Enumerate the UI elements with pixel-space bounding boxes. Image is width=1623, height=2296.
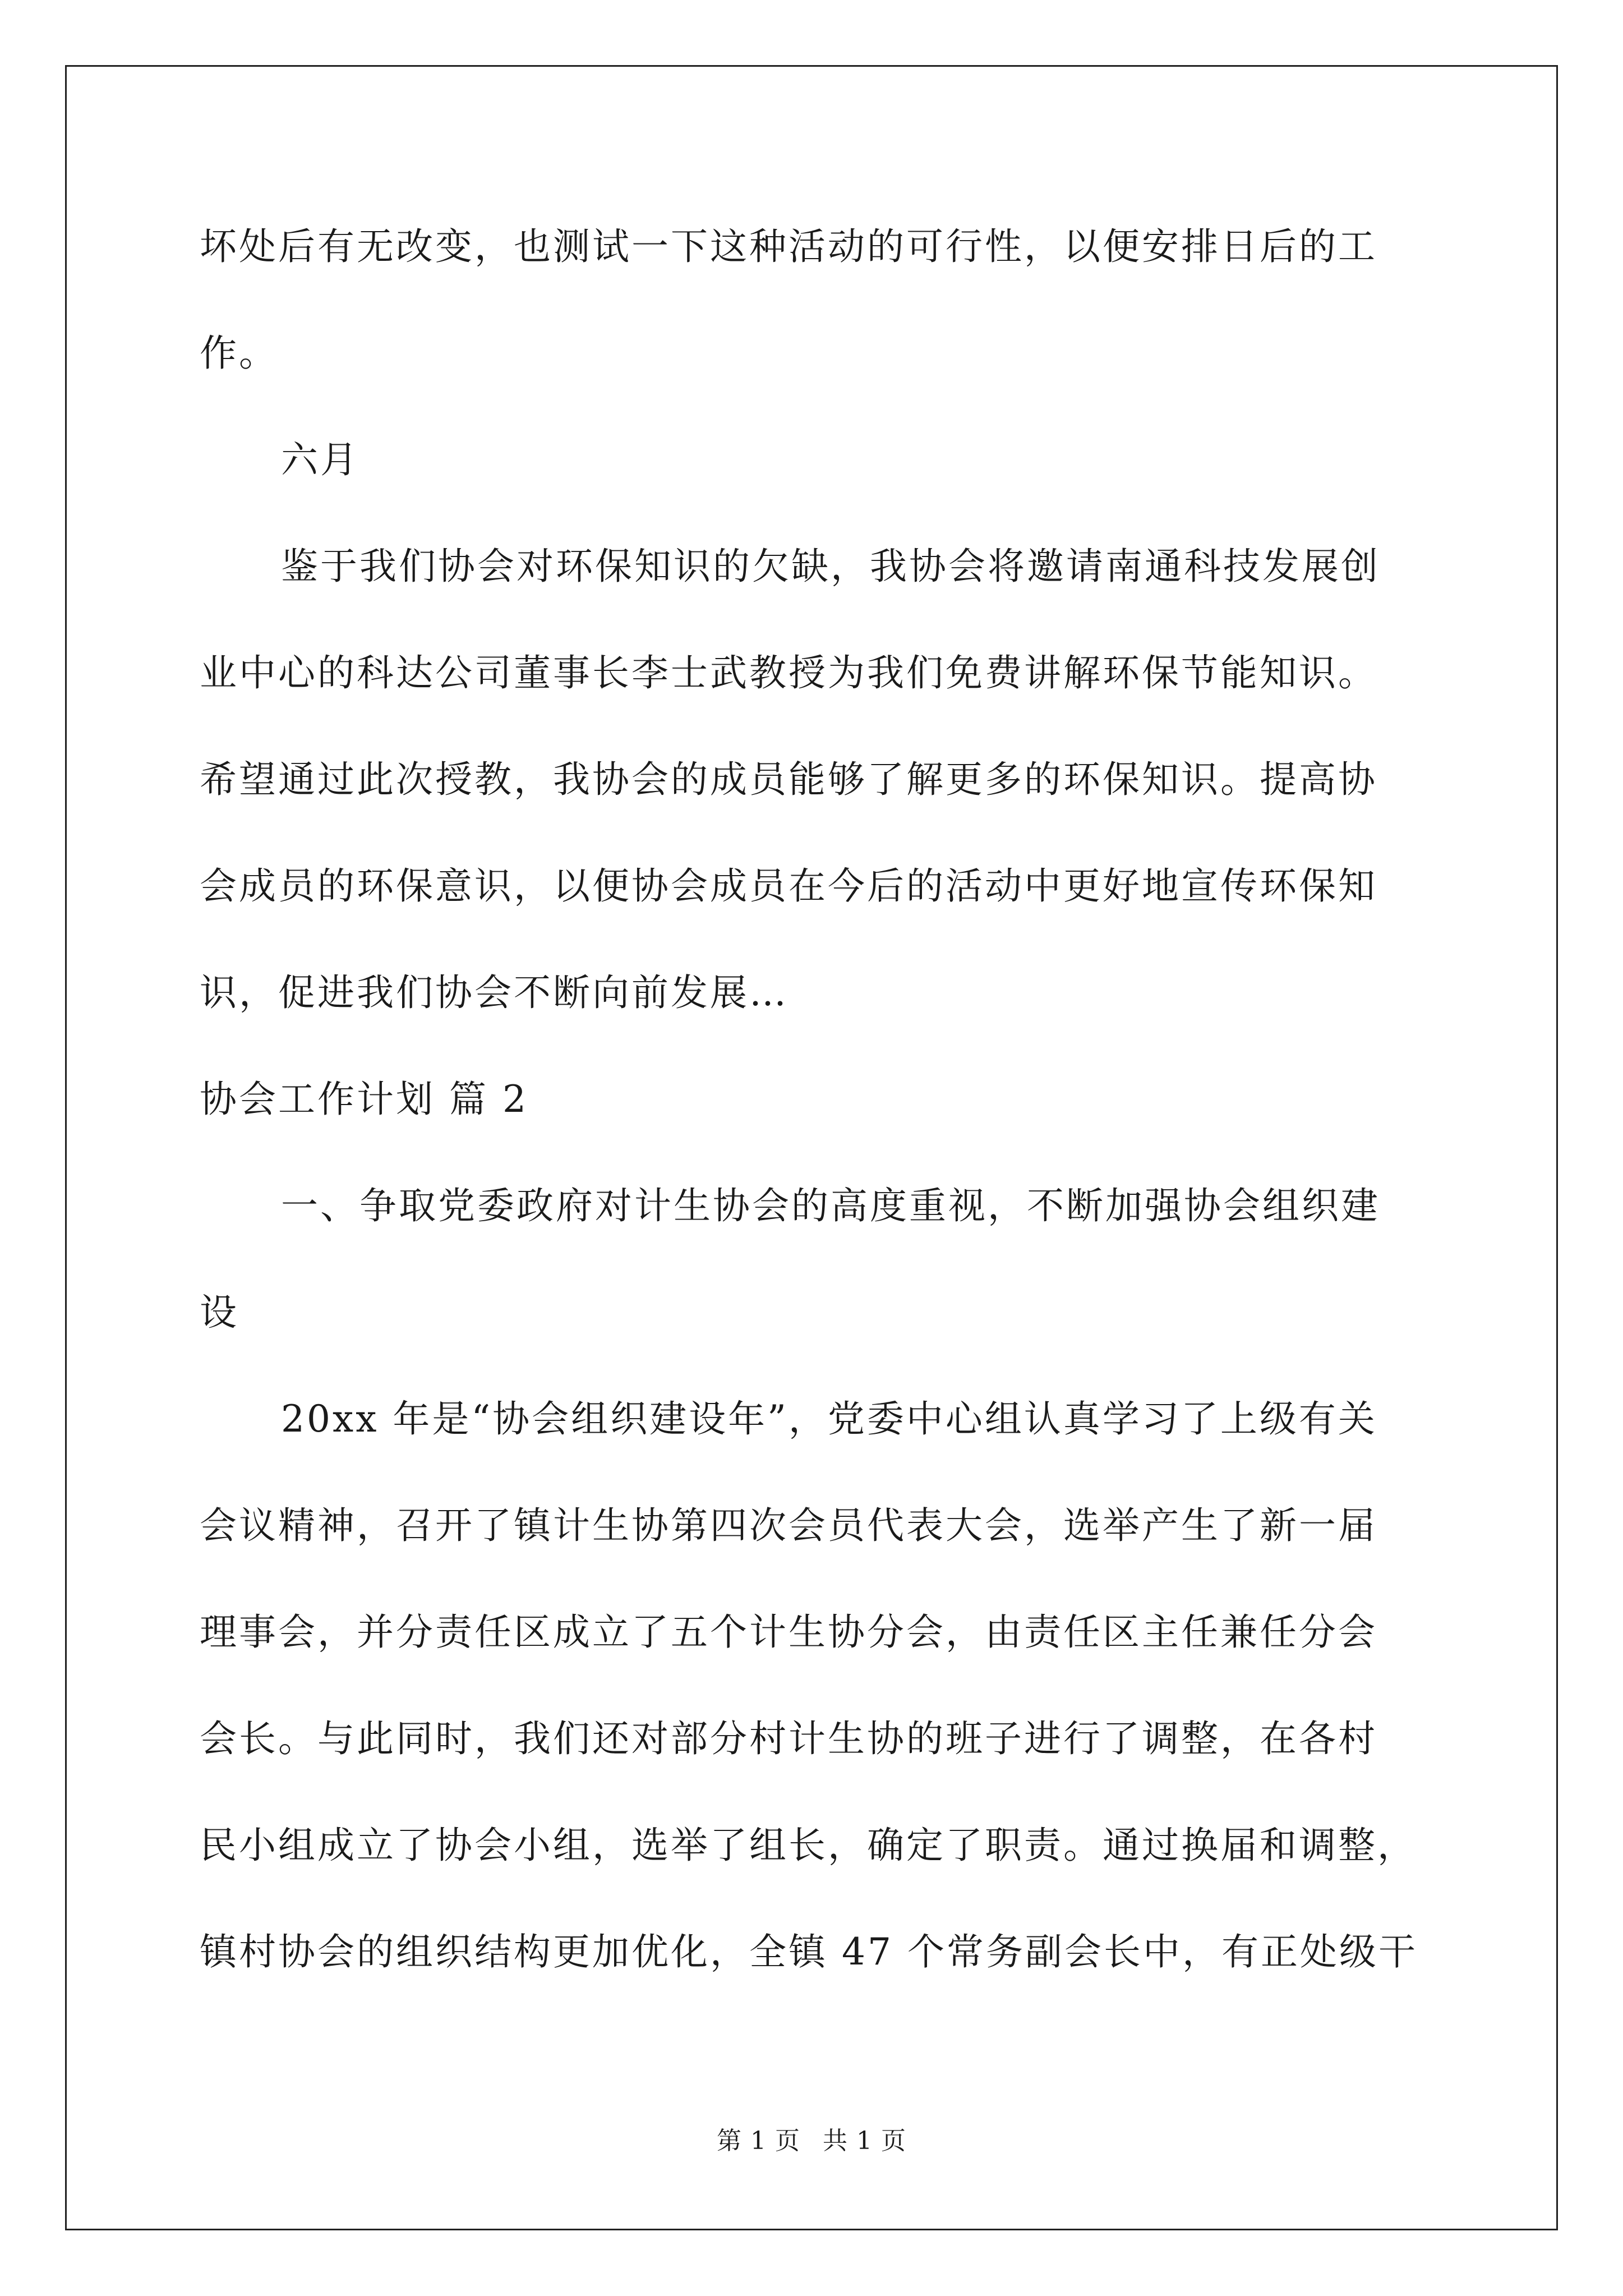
text-line: 理事会，并分责任区成立了五个计生协分会，由责任区主任兼任分会 <box>200 1611 1377 1654</box>
text-line: 会长。与此同时，我们还对部分村计生协的班子进行了调整，在各村 <box>200 1717 1377 1760</box>
text-line: 业中心的科达公司董事长李士武教授为我们免费讲解环保节能知识。 <box>200 651 1377 694</box>
text-line: 作。 <box>200 332 278 375</box>
page-total: 共 1 页 <box>823 2127 906 2155</box>
text-line: 鉴于我们协会对环保知识的欠缺，我协会将邀请南通科技发展创 <box>281 545 1380 588</box>
text-line: 会议精神，召开了镇计生协第四次会员代表大会，选举产生了新一届 <box>200 1504 1377 1547</box>
page-number: 第 1 页 <box>717 2127 800 2155</box>
page-footer <box>0 2120 1623 2156</box>
text-line: 识，促进我们协会不断向前发展… <box>200 971 789 1014</box>
text-line: 会成员的环保意识，以便协会成员在今后的活动中更好地宣传环保知 <box>200 864 1377 908</box>
document-body <box>200 194 1433 2005</box>
article-title: 协会工作计划 篇 2 <box>200 1078 528 1121</box>
text-line: 镇村协会的组织结构更加优化，全镇 47 个常务副会长中，有正处级干 <box>200 1930 1418 1973</box>
text-line: 民小组成立了协会小组，选举了组长，确定了职责。通过换届和调整， <box>200 1824 1417 1867</box>
text-line: 希望通过此次授教，我协会的成员能够了解更多的环保知识。提高协 <box>200 758 1377 801</box>
text-line: 设 <box>200 1291 239 1334</box>
text-line: 20xx 年是“协会组织建设年”，党委中心组认真学习了上级有关 <box>281 1397 1377 1441</box>
text-line: 坏处后有无改变，也测试一下这种活动的可行性，以便安排日后的工 <box>200 225 1377 268</box>
section-heading-june: 六月 <box>281 438 359 481</box>
section-heading: 一、争取党委政府对计生协会的高度重视，不断加强协会组织建 <box>281 1184 1380 1227</box>
